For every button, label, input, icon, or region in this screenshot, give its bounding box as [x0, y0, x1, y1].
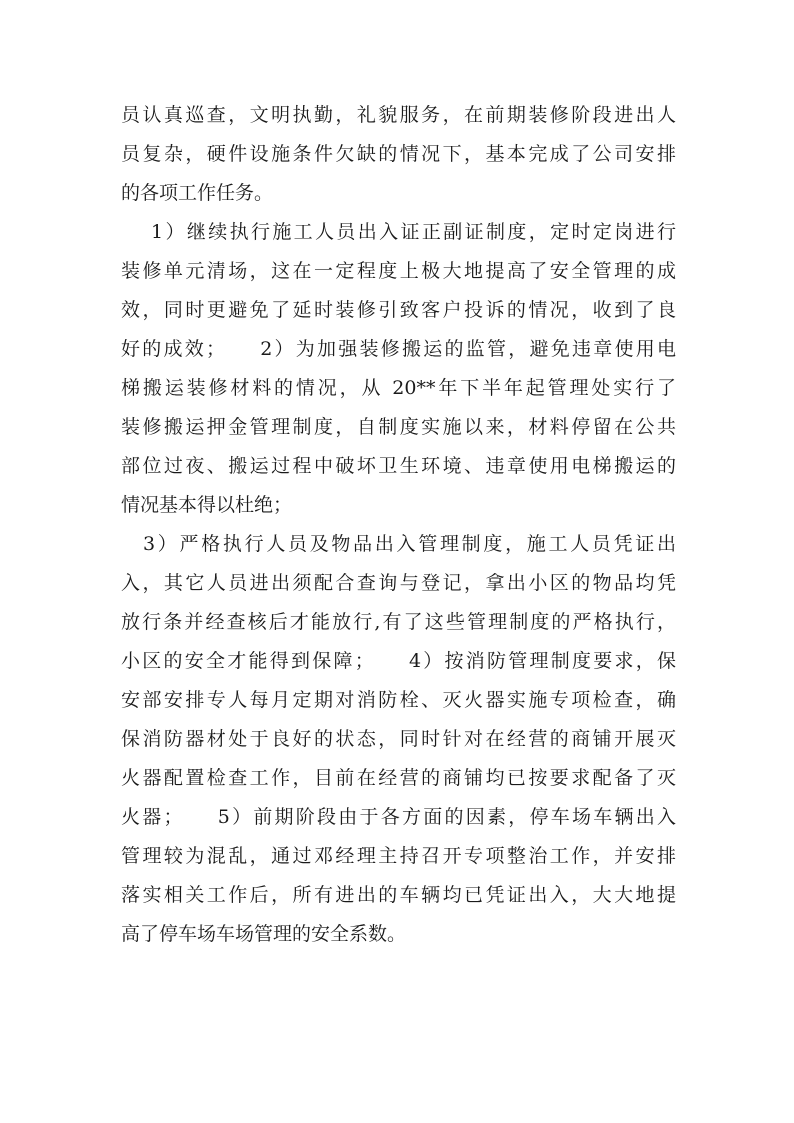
text-line: 小区的安全才能得到保障； 4）按消防管理制度要求，保: [121, 650, 676, 672]
text-line: 好的成效； 2）为加强装修搬运的监管，避免违章使用电: [121, 338, 676, 360]
text-line: 高了停车场车场管理的安全系数。: [121, 923, 407, 945]
document-body: [121, 96, 676, 954]
text-line: 梯搬运装修材料的情况，从 20**年下半年起管理处实行了: [121, 377, 676, 399]
text-line: 放行条并经查核后才能放行,有了这些管理制度的严格执行，: [121, 611, 676, 633]
text-line: 效，同时更避免了延时装修引致客户投诉的情况，收到了良: [121, 299, 676, 321]
text-line: 火器配置检查工作，目前在经营的商铺均已按要求配备了灭: [121, 767, 676, 789]
text-line: 1）继续执行施工人员出入证正副证制度，定时定岗进行: [151, 221, 676, 243]
text-line: 入，其它人员进出须配合查询与登记，拿出小区的物品均凭: [121, 572, 676, 594]
text-line: 员认真巡查，文明执勤，礼貌服务，在前期装修阶段进出人: [121, 104, 676, 126]
text-line: 3）严格执行人员及物品出入管理制度，施工人员凭证出: [143, 533, 676, 555]
text-line: 的各项工作任务。: [121, 182, 274, 204]
text-line: 情况基本得以杜绝；: [121, 494, 293, 516]
text-line: 管理较为混乱，通过邓经理主持召开专项整治工作，并安排: [121, 845, 676, 867]
text-line: 部位过夜、搬运过程中破坏卫生环境、违章使用电梯搬运的: [121, 455, 676, 477]
paragraph-items-3-5: [121, 525, 676, 954]
paragraph-intro: [121, 96, 676, 213]
text-line: 火器； 5）前期阶段由于各方面的因素，停车场车辆出入: [121, 806, 676, 828]
text-line: 员复杂，硬件设施条件欠缺的情况下，基本完成了公司安排: [121, 143, 676, 165]
text-line: 安部安排专人每月定期对消防栓、灭火器实施专项检查，确: [121, 689, 676, 711]
text-line: 保消防器材处于良好的状态，同时针对在经营的商铺开展灭: [121, 728, 676, 750]
text-line: 装修单元清场，这在一定程度上极大地提高了安全管理的成: [121, 260, 676, 282]
text-line: 装修搬运押金管理制度，自制度实施以来，材料停留在公共: [121, 416, 676, 438]
text-line: 落实相关工作后，所有进出的车辆均已凭证出入，大大地提: [121, 884, 676, 906]
paragraph-items-1-2: [121, 213, 676, 525]
